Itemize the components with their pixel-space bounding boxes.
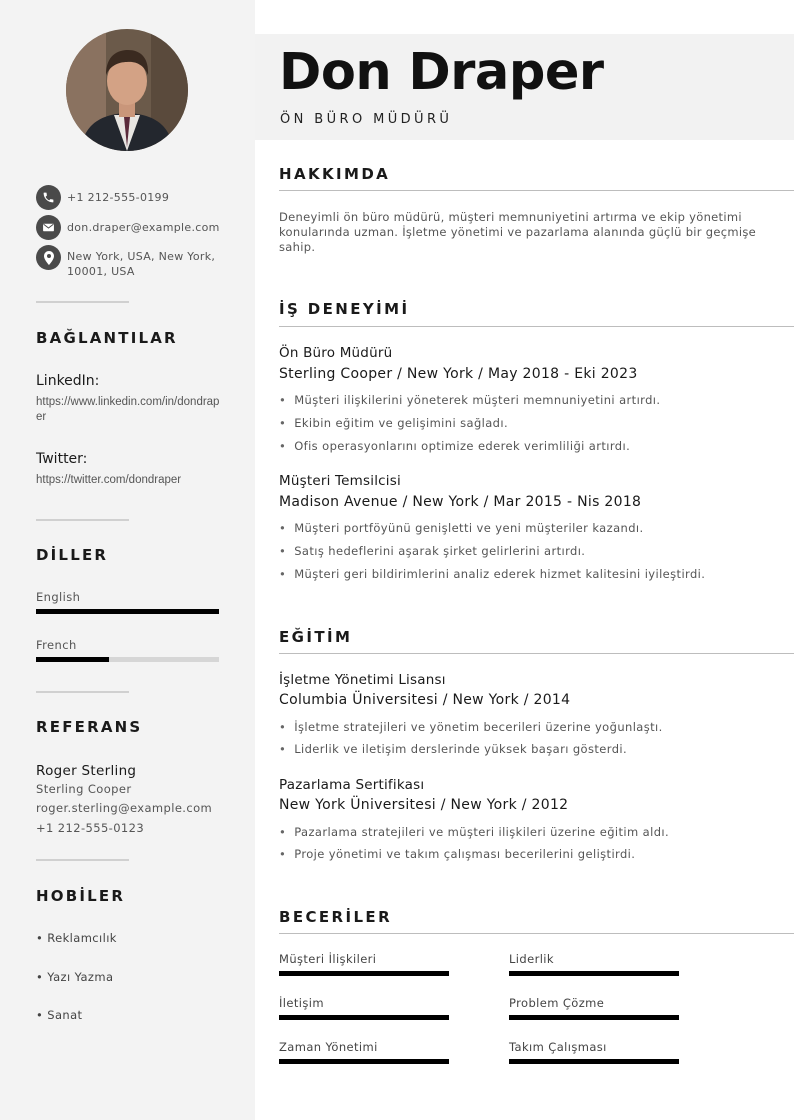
experience-bullet: • Ofis operasyonlarını optimize ederek verimliliği artırdı. [279,439,630,453]
skill-name: Müşteri İlişkileri [279,952,377,966]
education-degree: Pazarlama Sertifikası [279,777,425,793]
skill-bar [279,1059,449,1064]
contact-phone [36,185,227,210]
language-bar [36,609,219,614]
reference-heading: REFERANS [36,718,143,736]
skill-bar [279,1015,449,1020]
twitter-label: Twitter: [36,451,88,467]
education-bullet: • İşletme stratejileri ve yönetim becerileri üzerine yoğunlaştı. [279,720,663,734]
hobby-label: Reklamcılık [47,931,117,945]
skill-name: Problem Çözme [509,996,605,1010]
reference-company: Sterling Cooper [36,782,132,796]
experience-bullet: • Satış hedeflerini aşarak şirket gelirlerini artırdı. [279,544,585,558]
section-rule [279,653,794,654]
reference-phone: +1 212-555-0123 [36,821,145,835]
hobbies-heading: HOBİLER [36,887,126,905]
main-content [255,0,794,1120]
email-icon [36,215,61,240]
skill-name: Liderlik [509,952,554,966]
education-degree: İşletme Yönetimi Lisansı [279,672,446,688]
education-bullet: • Proje yönetimi ve takım çalışması becerilerini geliştirdi. [279,847,635,861]
skill-bar [509,1015,679,1020]
about-heading: HAKKIMDA [279,165,391,183]
language-bar-fill [36,657,109,662]
linkedin-label: LinkedIn: [36,373,100,389]
address-text: New York, USA, New York, 10001, USA [67,250,216,278]
language-name: French [36,638,77,652]
education-detail: New York Üniversitesi / New York / 2012 [279,797,569,813]
skill-name: Takım Çalışması [509,1040,607,1054]
language-bar [36,657,219,662]
skills-heading: BECERİLER [279,908,393,926]
skill-name: İletişim [279,996,324,1010]
experience-heading: İŞ DENEYİMİ [279,300,410,318]
contact-address [36,245,227,279]
contact-email [36,215,227,240]
education-heading: EĞİTİM [279,628,353,646]
location-pin-icon [36,245,61,270]
skill-bar [509,971,679,976]
divider [36,519,129,521]
language-name: English [36,590,81,604]
education-bullet: • Liderlik ve iletişim derslerinde yüksek başarı gösterdi. [279,742,627,756]
experience-role: Ön Büro Müdürü [279,345,393,361]
skill-name: Zaman Yönetimi [279,1040,378,1054]
about-text: Deneyimli ön büro müdürü, müşteri memnuniyetini artırma ve ekip yönetimi konularında uzman. İşletme yönetimi ve pazarlama alanında güçlü bir geçmişe sahip. [279,210,757,254]
sidebar [0,0,255,1120]
experience-bullet: • Müşteri geri bildirimlerini analiz ederek hizmet kalitesini iyileştirdi. [279,567,705,581]
hobby-label: Sanat [47,1008,83,1022]
experience-detail: Sterling Cooper / New York / May 2018 - Eki 2023 [279,366,638,382]
experience-detail: Madison Avenue / New York / Mar 2015 - Nis 2018 [279,494,642,510]
linkedin-link[interactable]: https://www.linkedin.com/in/dondraper [36,396,220,423]
divider [36,859,129,861]
twitter-link[interactable]: https://twitter.com/dondraper [36,474,182,486]
experience-bullet: • Ekibin eğitim ve gelişimini sağladı. [279,416,508,430]
divider [36,691,129,693]
section-rule [279,933,794,934]
reference-email: roger.sterling@example.com [36,801,213,815]
divider [36,301,129,303]
skill-bar [279,971,449,976]
hobby-label: Yazı Yazma [47,970,114,984]
hobby-item: • Yazı Yazma [36,970,114,984]
profile-photo [66,29,188,151]
experience-bullet: • Müşteri portföyünü genişletti ve yeni müşteriler kazandı. [279,521,644,535]
section-rule [279,190,794,191]
hobby-item: • Sanat [36,1008,83,1022]
job-title: ÖN BÜRO MÜDÜRÜ [280,112,453,127]
phone-icon [36,185,61,210]
reference-name: Roger Sterling [36,763,137,779]
person-name: Don Draper [279,43,604,102]
education-detail: Columbia Üniversitesi / New York / 2014 [279,692,571,708]
languages-heading: DİLLER [36,546,109,564]
phone-text: +1 212-555-0199 [67,191,170,204]
language-bar-fill [36,609,219,614]
email-text: don.draper@example.com [67,221,220,234]
section-rule [279,326,794,327]
hobby-item: • Reklamcılık [36,931,117,945]
experience-role: Müşteri Temsilcisi [279,473,401,489]
experience-bullet: • Müşteri ilişkilerini yöneterek müşteri memnuniyetini artırdı. [279,393,660,407]
education-bullet: • Pazarlama stratejileri ve müşteri ilişkileri üzerine eğitim aldı. [279,825,669,839]
links-heading: BAĞLANTILAR [36,329,178,347]
skill-bar [509,1059,679,1064]
